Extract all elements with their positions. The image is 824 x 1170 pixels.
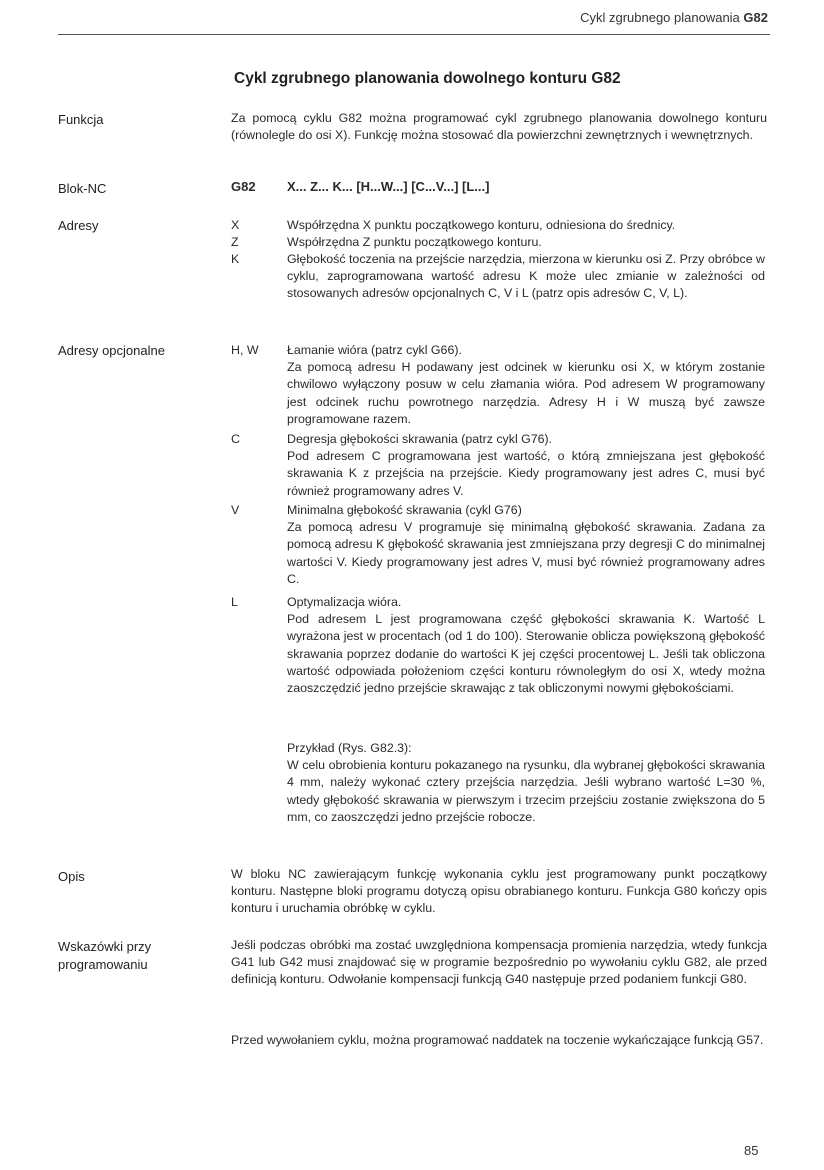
running-header (580, 10, 768, 25)
address-code: V (231, 503, 240, 517)
example-text: Przykład (Rys. G82.3): W celu obrobienia konturu pokazanego na rysunku, dla wybranej głębokości skrawania 4 mm, należy wykonać cztery przejścia narzędzia. Jeśli wybrano wartość L=30 %, wtedy głębokość skrawania w pierwszym i trzecim przejściu zostanie zwiększona do 5 mm, co zaoszczędzi jedno przejście robocze. (287, 741, 765, 824)
address-code: H, W (231, 343, 259, 357)
opis-text: W bloku NC zawierającym funkcję wykonania cyklu jest programowany punkt początkowy konturu. Następne bloki programu dotyczą opisu obrabianego konturu. Funkcja G80 kończy opis konturu i uruchamia obróbkę w cyklu. (231, 867, 767, 916)
label-adresy-opcjonalne: Adresy opcjonalne (58, 343, 165, 358)
blok-code: G82 (231, 179, 256, 194)
running-header-title: Cykl zgrubnego planowania (580, 10, 740, 25)
running-header-code: G82 (743, 10, 768, 25)
label-funkcja: Funkcja (58, 112, 104, 127)
blok-syntax: X... Z... K... [H...W...] [C...V...] [L...] (287, 179, 490, 194)
address-desc: Łamanie wióra (patrz cykl G66). Za pomocą adresu H podawany jest odcinek w kierunku osi X, w którym zostanie chwilowo wyłączony posuw w celu złamania wióra. Pod adresem W programowany jest odcinek ruchu powrotnego narzędzia. Adresy H i W muszą być zawsze programowane razem. (287, 343, 765, 426)
address-desc: Optymalizacja wióra. Pod adresem L jest programowana część głębokości skrawania K. Wartość L wyrażona jest w procentach (od 1 do 100). Sterowanie oblicza powiększoną głębokość skrawania poprzez dodanie do wartości K jej części procentowej L. Jeśli tak obliczona wartość odpowiada położeniom części konturu równoległym do osi X, wtedy można zaoszczędzić jedno przejście skrawając z tak obliczonymi nowymi głębokościami. (287, 595, 765, 696)
funkcja-text: Za pomocą cyklu G82 można programować cykl zgrubnego planowania dowolnego konturu (równolegle do osi X). Funkcję można stosować dla powierzchni zewnętrznych i wewnętrznych. (231, 111, 767, 143)
address-code: L (231, 595, 238, 609)
address-code: Z (231, 235, 239, 249)
wskazowki-paragraph-2: Przed wywołaniem cyklu, można programować naddatek na toczenie wykańczające funkcją G57. (231, 1033, 764, 1047)
address-code: K (231, 252, 240, 266)
label-adresy: Adresy (58, 218, 99, 233)
label-opis: Opis (58, 869, 85, 884)
address-code: C (231, 432, 240, 446)
header-rule (58, 34, 770, 35)
label-wskazowki: Wskazówki przy programowaniu (58, 939, 152, 972)
address-desc: Głębokość toczenia na przejście narzędzia, mierzona w kierunku osi Z. Przy obróbce w cyklu, zaprogramowana wartość adresu K może ulec zmianie w zależności od stosowanych adresów opcjonalnych C, V i L (patrz opis adresów C, V, L). (287, 252, 765, 301)
address-desc: Współrzędna X punktu początkowego konturu, odniesiona do średnicy. (287, 218, 676, 232)
wskazowki-paragraph-1: Jeśli podczas obróbki ma zostać uwzględniona kompensacja promienia narzędzia, wtedy funkcja G41 lub G42 musi znajdować się w programie bezpośrednio po wywołaniu cyklu G82, ale przed definicją konturu. Odwołanie kompensacji funkcją G40 następuje przed podaniem funkcji G80. (231, 938, 767, 987)
address-code: X (231, 218, 240, 232)
page-title: Cykl zgrubnego planowania dowolnego konturu G82 (234, 70, 621, 87)
page-number: 85 (744, 1143, 759, 1158)
address-desc: Współrzędna Z punktu początkowego konturu. (287, 235, 542, 249)
address-desc: Degresja głębokości skrawania (patrz cykl G76). Pod adresem C programowana jest wartość, o którą zmniejszana jest głębokość skrawania K z przejścia na przejście. Kiedy programowany jest adres C, musi być również programowany adres V. (287, 432, 765, 498)
address-desc: Minimalna głębokość skrawania (cykl G76) Za pomocą adresu V programuje się minimalną głębokość skrawania. Zadana za pomocą adresu K głębokość skrawania jest zmniejszana przy degresji C do minimalnej wartości V. Kiedy programowany jest adres V, musi być również programowany adres C. (287, 503, 765, 586)
label-blok-nc: Blok-NC (58, 181, 107, 196)
